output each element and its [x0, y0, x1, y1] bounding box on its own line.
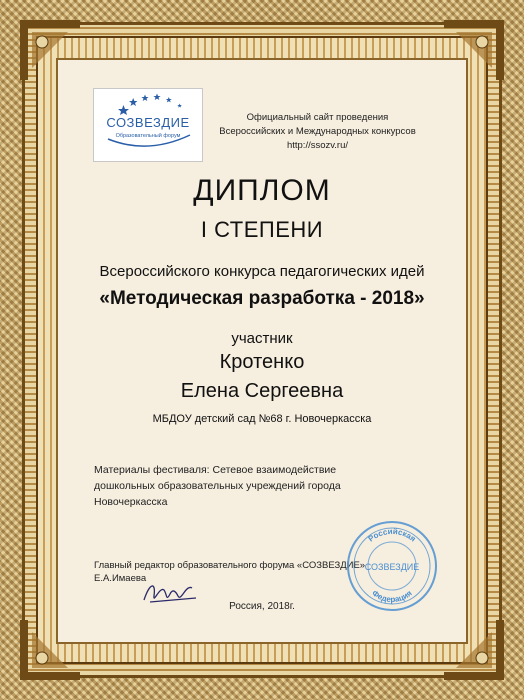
materials-line3: Новочеркасска [94, 496, 168, 508]
sozvezdie-logo [93, 88, 203, 162]
stamp-top-text: Российская [366, 526, 418, 544]
svg-text:Российская [367, 527, 418, 544]
svg-text:Федерация [370, 588, 414, 604]
participant-label: участник [231, 330, 293, 347]
participant-organization: МБДОУ детский сад №68 г. Новочеркасска [152, 413, 372, 425]
place-date: Россия, 2018г. [229, 601, 295, 612]
stamp-center-text: СОЗВЕЗДИЕ [364, 562, 420, 572]
site-url[interactable]: http://ssozv.ru/ [286, 140, 349, 151]
logo-title: СОЗВЕЗДИЕ [106, 115, 190, 130]
materials-line2: дошкольных образовательных учреждений города [94, 480, 341, 492]
site-info-line2: Всероссийских и Международных конкурсов [219, 126, 416, 137]
contest-line: Всероссийского конкурса педагогических идей [99, 263, 425, 280]
editor-line2: Е.А.Имаева [94, 573, 147, 584]
materials-block [94, 462, 394, 510]
site-info [205, 111, 430, 153]
logo-subtitle: Образовательный форум [115, 133, 181, 139]
site-info-line1: Официальный сайт проведения [246, 112, 389, 123]
stamp-icon [346, 520, 438, 612]
participant-surname: Кротенко [219, 351, 305, 373]
diploma-title: ДИПЛОМ [193, 174, 331, 207]
materials-line1: Материалы фестиваля: Сетевое взаимодействие [94, 464, 337, 476]
editor-line1: Главный редактор образовательного форума «СОЗВЕЗДИЕ» [94, 560, 366, 571]
stamp-bottom-text: Федерация [370, 588, 414, 605]
diploma-degree: I СТЕПЕНИ [200, 217, 324, 242]
contest-name: «Методическая разработка - 2018» [99, 288, 425, 309]
participant-name: Елена Сергеевна [180, 380, 344, 402]
